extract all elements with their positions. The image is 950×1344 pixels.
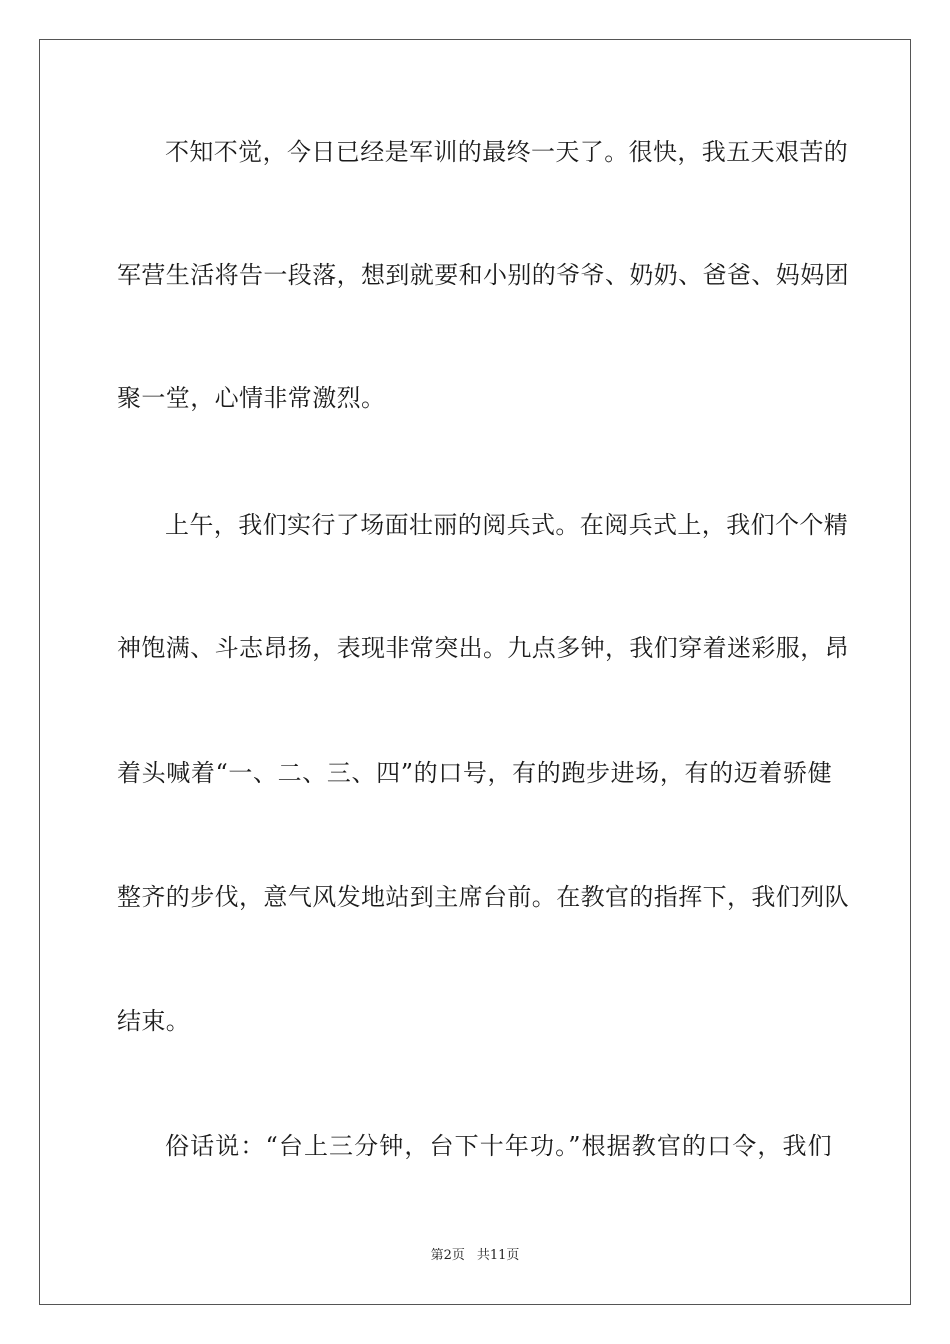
paragraph-2-line-3: 着头喊着“一、二、三、四”的口号，有的跑步进场，有的迈着骄健 xyxy=(117,759,832,787)
page-total: 共11页 xyxy=(476,1248,520,1263)
page-number: 第2页 xyxy=(430,1248,465,1263)
paragraph-1-line-1: 不知不觉，今日已经是军训的最终一天了。很快，我五天艰苦的 xyxy=(165,138,849,166)
paragraph-2-line-4: 整齐的步伐，意气风发地站到主席台前。在教官的指挥下，我们列队 xyxy=(117,883,849,911)
paragraph-1-line-3: 聚一堂，心情非常激烈。 xyxy=(117,384,386,412)
paragraph-2-line-2: 神饱满、斗志昂扬，表现非常突出。九点多钟，我们穿着迷彩服，昂 xyxy=(117,634,849,662)
paragraph-2-line-5: 结束。 xyxy=(117,1007,191,1035)
paragraph-3-line-1: 俗话说：“台上三分钟，台下十年功。”根据教官的口令，我们 xyxy=(165,1132,832,1160)
page-footer xyxy=(0,1248,950,1264)
paragraph-2-line-1: 上午，我们实行了场面壮丽的阅兵式。在阅兵式上，我们个个精 xyxy=(165,511,849,539)
page-border xyxy=(39,39,911,1305)
paragraph-1-line-2: 军营生活将告一段落，想到就要和小别的爷爷、奶奶、爸爸、妈妈团 xyxy=(117,261,849,289)
